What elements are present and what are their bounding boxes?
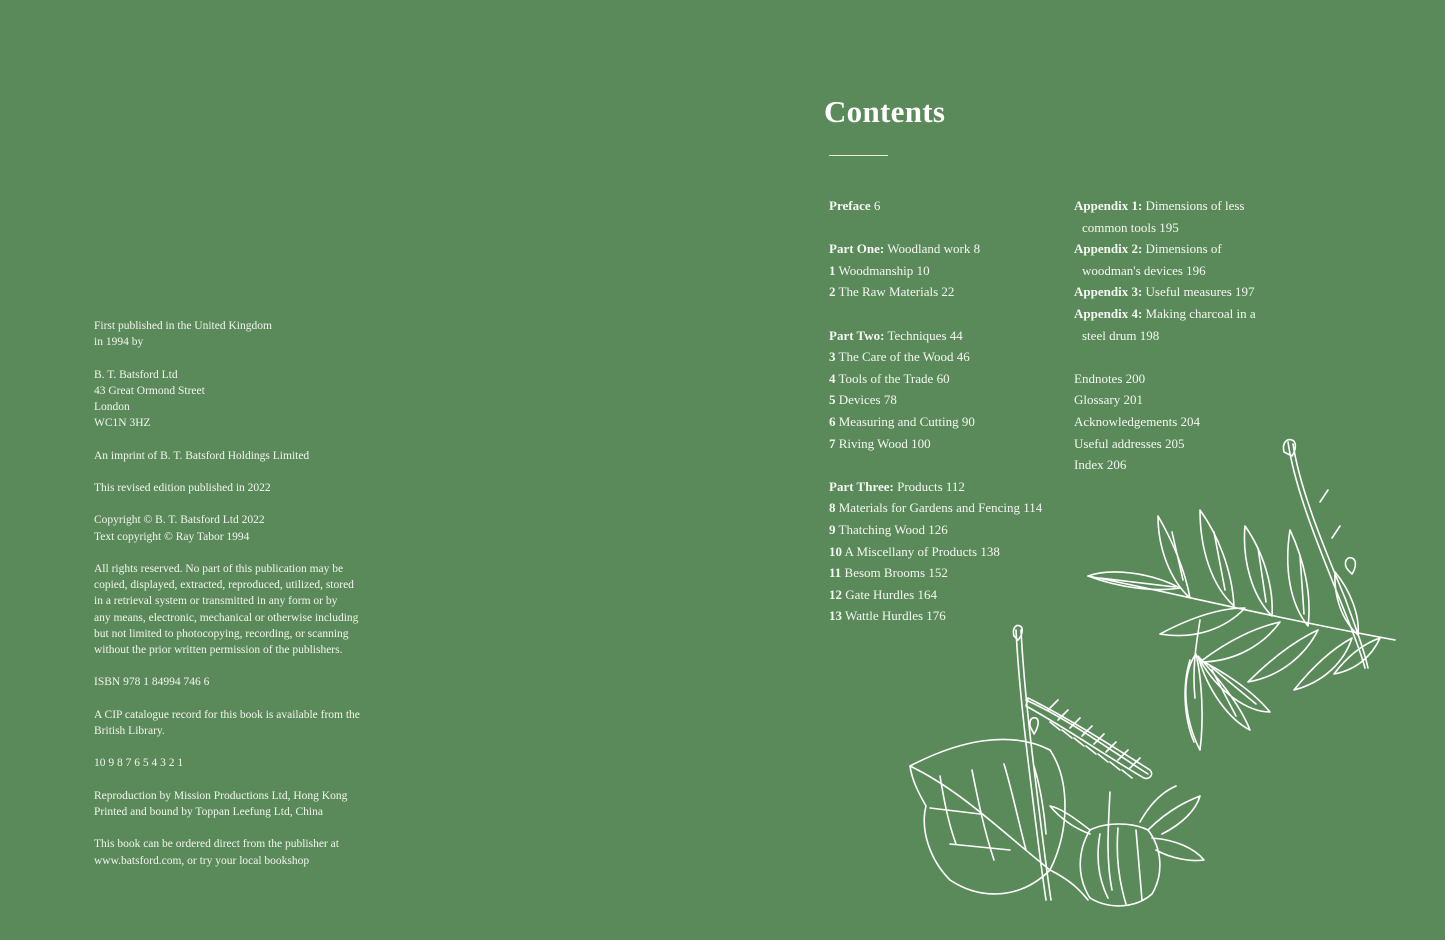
toc-appendix-label: Appendix 2:	[1074, 241, 1143, 257]
imprint-line: First published in the United Kingdom	[94, 320, 272, 332]
imprint-line: WC1N 3HZ	[94, 417, 151, 430]
toc-chapter-num: 9	[829, 521, 836, 537]
toc-appendix[interactable]	[1074, 195, 1294, 238]
imprint-line: London	[94, 401, 130, 413]
toc-entry-title: Glossary	[1074, 392, 1121, 408]
toc-chapter-num: 6	[829, 413, 836, 429]
toc-chapter-num: 11	[829, 565, 842, 581]
toc-part-label: Part Three:	[829, 478, 894, 494]
imprint-line: Reproduction by Mission Productions Ltd, Hong Kong	[94, 789, 348, 802]
toc-appendix-label: Appendix 4:	[1074, 305, 1143, 321]
toc-entry-title: Acknowledgements	[1074, 413, 1178, 429]
toc-page: 78	[883, 392, 897, 408]
imprint-line: This revised edition published in 2022	[94, 481, 271, 494]
imprint-line: in 1994 by	[94, 336, 144, 349]
toc-chapter-title: Riving Wood	[838, 435, 908, 451]
toc-appendix-title: Making charcoal in a	[1145, 305, 1256, 321]
imprint-line: but not limited to photocopying, recording, or scanning	[94, 627, 349, 640]
hazel-twig-icon	[1013, 625, 1151, 900]
imprint-line: All rights reserved. No part of this publication may be	[94, 562, 344, 575]
toc-page: 60	[936, 370, 950, 386]
toc-chapter-title: Woodmanship	[838, 262, 914, 278]
toc-label: Preface	[829, 198, 871, 213]
toc-page: 112	[945, 478, 965, 494]
toc-entry-title: Index	[1074, 457, 1104, 473]
toc-chapter-title: Measuring and Cutting	[838, 413, 959, 429]
imprint-line: British Library.	[94, 724, 165, 737]
ash-leaf-icon	[1088, 510, 1395, 690]
toc-page: 126	[928, 521, 948, 537]
toc-chapter-num: 5	[829, 392, 836, 408]
toc-chapter[interactable]	[829, 368, 1069, 390]
toc-page: 22	[941, 284, 955, 300]
toc-chapter[interactable]	[829, 260, 1069, 282]
toc-chapter[interactable]	[829, 346, 1069, 368]
toc-back-matter[interactable]	[1074, 389, 1294, 411]
imprint-line: B. T. Batsford Ltd	[94, 368, 178, 381]
toc-appendix-title: Dimensions of	[1145, 241, 1222, 257]
imprint-line: 10 9 8 7 6 5 4 3 2 1	[94, 757, 184, 770]
imprint-line: in a retrieval system or transmitted in any form or by	[94, 595, 338, 608]
toc-preface[interactable]	[829, 195, 1069, 217]
toc-page: 8	[973, 241, 981, 257]
toc-chapter[interactable]	[829, 389, 1069, 411]
toc-page: 138	[980, 543, 1000, 559]
toc-appendix-title-cont: woodman's devices 196	[1082, 262, 1206, 278]
revised-edition	[94, 480, 404, 496]
toc-appendix-title-cont: common tools 195	[1082, 219, 1179, 235]
hazelnut-icon	[1050, 786, 1204, 906]
toc-page: 205	[1164, 435, 1185, 451]
toc-chapter-title: Besom Brooms	[844, 565, 926, 581]
imprint-line: This book can be ordered direct from the publisher at	[94, 838, 339, 851]
toc-chapter-num: 7	[829, 435, 836, 451]
toc-appendix[interactable]	[1074, 281, 1294, 303]
contents-title: Contents	[824, 94, 946, 129]
toc-chapter-num: 10	[829, 543, 842, 559]
toc-part-label: Part One:	[829, 241, 885, 257]
toc-page: 44	[949, 327, 963, 343]
copyright	[94, 512, 404, 544]
toc-part-one[interactable]	[829, 238, 1069, 260]
imprint-page	[94, 318, 404, 869]
toc-chapter-title: A Miscellany of Products	[844, 543, 978, 559]
toc-part-two[interactable]	[829, 325, 1069, 347]
imprint-line: copied, displayed, extracted, reproduced, utilized, stored	[94, 579, 354, 592]
toc-appendix-label: Appendix 1:	[1074, 198, 1143, 213]
toc-part-title: Techniques	[887, 327, 947, 343]
toc-entry-title: Useful addresses	[1074, 435, 1162, 451]
imprint-line: 43 Great Ormond Street	[94, 384, 205, 397]
toc-chapter-num: 1	[829, 262, 836, 278]
imprint-line: Text copyright © Ray Tabor 1994	[94, 530, 250, 543]
toc-appendix-label: Appendix 3:	[1074, 284, 1143, 300]
imprint-of	[94, 448, 404, 464]
toc-page: 204	[1180, 413, 1201, 429]
toc-chapter-num: 8	[829, 500, 836, 516]
toc-page: 90	[961, 413, 975, 429]
toc-chapter-num: 3	[829, 349, 836, 365]
toc-page: 164	[917, 586, 937, 602]
toc-back-matter[interactable]	[1074, 368, 1294, 390]
rights-reserved	[94, 561, 404, 658]
toc-appendix-title: Dimensions of less	[1145, 198, 1245, 213]
imprint-line: A CIP catalogue record for this book is available from the	[94, 708, 360, 721]
toc-page: 152	[928, 565, 948, 581]
first-published	[94, 318, 404, 350]
toc-chapter-title: The Care of the Wood	[838, 349, 954, 365]
imprint-line: any means, electronic, mechanical or otherwise including	[94, 611, 359, 624]
toc-page: 10	[916, 262, 930, 278]
cip-record	[94, 707, 404, 739]
hazel-leaf-icon	[910, 739, 1088, 900]
imprint-line: An imprint of B. T. Batsford Holdings Limited	[94, 449, 310, 462]
toc-page: 46	[956, 349, 970, 365]
toc-appendix-title-cont: steel drum 198	[1082, 327, 1160, 343]
toc-appendix-title: Useful measures 197	[1145, 284, 1255, 300]
toc-chapter-num: 13	[829, 608, 842, 624]
production-credits	[94, 788, 404, 820]
toc-appendix[interactable]	[1074, 303, 1294, 346]
publisher-address	[94, 367, 404, 432]
toc-chapter[interactable]	[829, 281, 1069, 303]
toc-page: 100	[911, 435, 931, 451]
toc-chapter-num: 12	[829, 586, 842, 602]
toc-part-label: Part Two:	[829, 327, 885, 343]
toc-chapter-num: 4	[829, 370, 836, 386]
toc-page: 6	[873, 198, 881, 213]
printing-line	[94, 755, 404, 771]
ash-seed-cluster-icon	[1185, 620, 1270, 750]
ordering-info	[94, 836, 404, 868]
toc-chapter-title: Thatching Wood	[838, 521, 925, 537]
imprint-line: Printed and bound by Toppan Leefung Ltd, China	[94, 805, 323, 818]
imprint-line: ISBN 978 1 84994 746 6	[94, 676, 210, 689]
toc-chapter-title: Materials for Gardens and Fencing	[838, 500, 1020, 516]
toc-chapter-title: Tools of the Trade	[838, 370, 934, 386]
toc-page: 201	[1123, 392, 1143, 408]
toc-part-title: Products	[897, 478, 943, 494]
toc-page: 200	[1125, 370, 1146, 386]
toc-chapter-title: Devices	[838, 392, 881, 408]
imprint-line: www.batsford.com, or try your local bookshop	[94, 854, 310, 867]
title-divider	[829, 155, 888, 156]
toc-part-title: Woodland work	[887, 241, 971, 257]
toc-page: 206	[1106, 457, 1127, 473]
imprint-line: without the prior written permission of the publishers.	[94, 643, 343, 656]
toc-entry-title: Endnotes	[1074, 370, 1123, 386]
toc-chapter-title: Wattle Hurdles	[845, 608, 924, 624]
botanical-leaves-illustration-icon	[900, 430, 1410, 920]
ash-twig-icon	[1283, 440, 1368, 668]
toc-chapter-num: 2	[829, 284, 836, 300]
toc-page: 114	[1023, 500, 1043, 516]
toc-appendix[interactable]	[1074, 238, 1294, 281]
toc-chapter-title: Gate Hurdles	[845, 586, 915, 602]
isbn	[94, 674, 404, 690]
toc-page: 176	[926, 608, 946, 624]
imprint-line: Copyright © B. T. Batsford Ltd 2022	[94, 514, 265, 527]
toc-chapter-title: The Raw Materials	[838, 284, 939, 300]
